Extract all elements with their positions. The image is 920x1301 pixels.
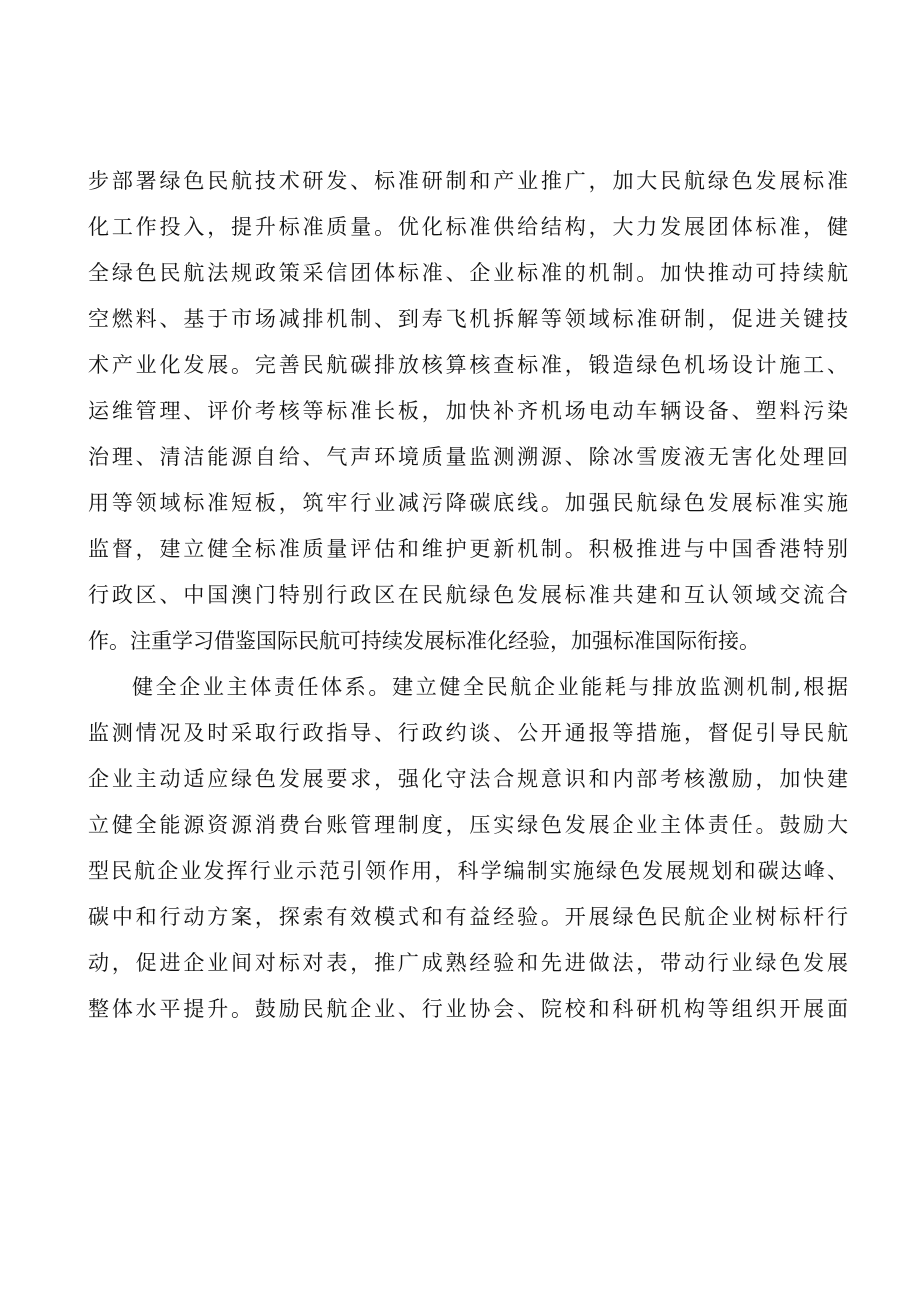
body-text <box>88 158 848 1032</box>
text-line: 动，促进企业间对标对表，推广成熟经验和先进做法，带动行业绿色发展 <box>88 951 848 975</box>
text-line: 化工作投入，提升标准质量。优化标准供给结构，大力发展团体标准，健 <box>88 215 848 239</box>
text-line: 监测情况及时采取行政指导、行政约谈、公开通报等措施，督促引导民航 <box>88 721 848 745</box>
text-line: 治理、清洁能源自给、气声环境质量监测溯源、除冰雪废液无害化处理回 <box>88 445 848 469</box>
text-line: 行政区、中国澳门特别行政区在民航绿色发展标准共建和互认领域交流合 <box>88 583 848 607</box>
text-line: 健全企业主体责任体系。建立健全民航企业能耗与排放监测机制,根据 <box>132 675 848 699</box>
text-line: 空燃料、基于市场减排机制、到寿飞机拆解等领域标准研制，促进关键技 <box>88 307 848 331</box>
text-line: 企业主动适应绿色发展要求，强化守法合规意识和内部考核激励，加快建 <box>88 767 848 791</box>
text-line: 整体水平提升。鼓励民航企业、行业协会、院校和科研机构等组织开展面 <box>88 997 848 1021</box>
text-line: 全绿色民航法规政策采信团体标准、企业标准的机制。加快推动可持续航 <box>88 261 848 285</box>
text-line: 运维管理、评价考核等标准长板，加快补齐机场电动车辆设备、塑料污染 <box>88 399 848 423</box>
text-line: 监督，建立健全标准质量评估和维护更新机制。积极推进与中国香港特别 <box>88 537 848 561</box>
text-line: 碳中和行动方案，探索有效模式和有益经验。开展绿色民航企业树标杆行 <box>88 905 848 929</box>
text-line: 型民航企业发挥行业示范引领作用，科学编制实施绿色发展规划和碳达峰、 <box>88 859 848 883</box>
text-line: 术产业化发展。完善民航碳排放核算核查标准，锻造绿色机场设计施工、 <box>88 353 848 377</box>
text-line: 立健全能源资源消费台账管理制度，压实绿色发展企业主体责任。鼓励大 <box>88 813 848 837</box>
text-line: 用等领域标准短板，筑牢行业减污降碳底线。加强民航绿色发展标准实施 <box>88 491 848 515</box>
text-line: 作。注重学习借鉴国际民航可持续发展标准化经验，加强标准国际衔接。 <box>88 629 760 653</box>
text-line: 步部署绿色民航技术研发、标准研制和产业推广，加大民航绿色发展标准 <box>88 169 848 193</box>
